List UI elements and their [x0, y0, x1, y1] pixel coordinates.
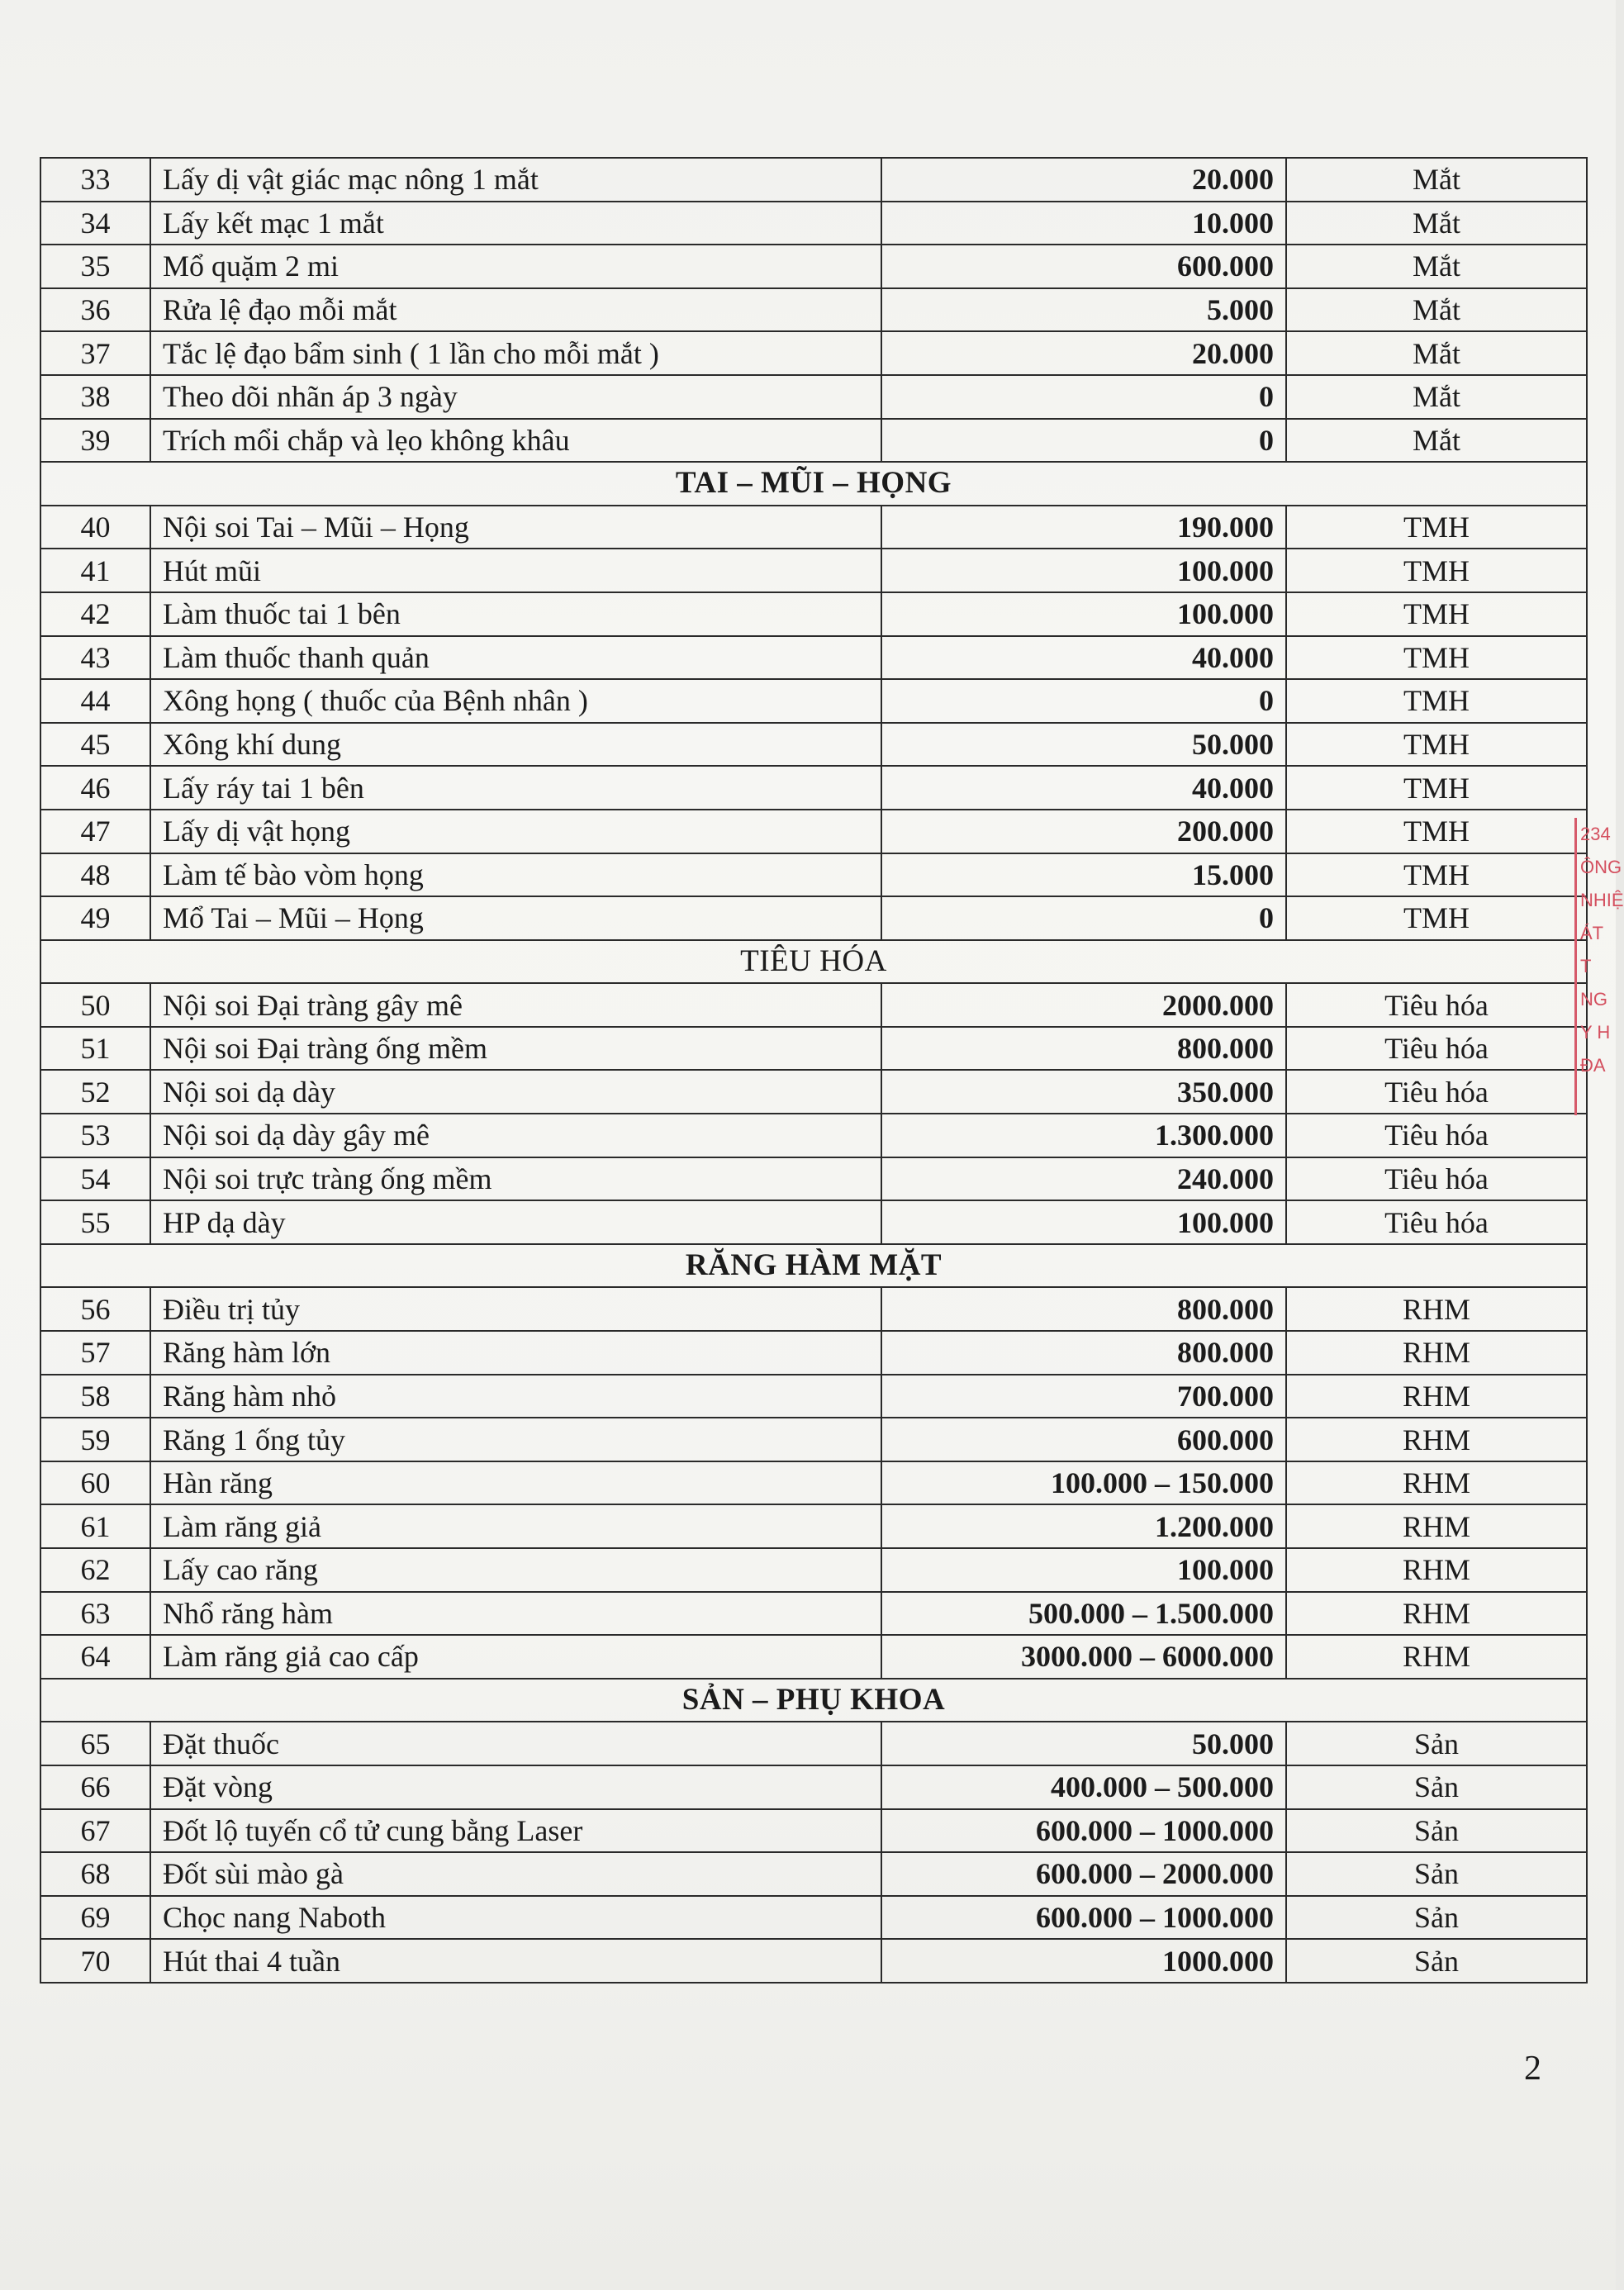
stamp-text-fragment: ĐA — [1580, 1055, 1606, 1076]
row-number: 38 — [40, 375, 150, 419]
table-row — [40, 766, 1587, 810]
service-name: Xông khí dung — [150, 723, 881, 767]
service-name: Lấy cao răng — [150, 1548, 881, 1592]
table-row — [40, 1635, 1587, 1679]
table-row — [40, 1461, 1587, 1505]
table-row — [40, 331, 1587, 375]
service-name: Mổ quặm 2 mi — [150, 245, 881, 288]
service-name: Nội soi Đại tràng ống mềm — [150, 1027, 881, 1071]
stamp-text-fragment: NHIỆ — [1580, 890, 1624, 910]
table-row — [40, 636, 1587, 680]
row-number: 69 — [40, 1896, 150, 1940]
department: TMH — [1286, 853, 1587, 897]
table-row — [40, 853, 1587, 897]
table-row — [40, 288, 1587, 332]
row-number: 49 — [40, 896, 150, 940]
table-row — [40, 202, 1587, 245]
department: Sản — [1286, 1765, 1587, 1809]
section-title: RĂNG HÀM MẶT — [40, 1244, 1587, 1288]
section-title: SẢN – PHỤ KHOA — [40, 1679, 1587, 1722]
department: TMH — [1286, 723, 1587, 767]
table-row — [40, 1418, 1587, 1461]
service-price: 0 — [881, 419, 1286, 463]
row-number: 55 — [40, 1200, 150, 1244]
page-number: 2 — [1524, 2050, 1541, 2088]
table-row — [40, 245, 1587, 288]
department: Tiêu hóa — [1286, 1200, 1587, 1244]
service-price: 350.000 — [881, 1070, 1286, 1114]
service-price: 0 — [881, 896, 1286, 940]
department: Mắt — [1286, 158, 1587, 202]
department: Tiêu hóa — [1286, 1070, 1587, 1114]
service-price: 800.000 — [881, 1287, 1286, 1331]
service-price: 0 — [881, 679, 1286, 723]
row-number: 39 — [40, 419, 150, 463]
row-number: 65 — [40, 1722, 150, 1765]
row-number: 61 — [40, 1504, 150, 1548]
department: Sản — [1286, 1852, 1587, 1896]
service-name: Trích mổi chắp và lẹo không khâu — [150, 419, 881, 463]
row-number: 63 — [40, 1592, 150, 1636]
row-number: 66 — [40, 1765, 150, 1809]
service-fee-table — [40, 157, 1588, 1984]
service-price: 600.000 – 1000.000 — [881, 1896, 1286, 1940]
service-fee-table-body — [40, 158, 1587, 1983]
department: Mắt — [1286, 245, 1587, 288]
service-name: Lấy kết mạc 1 mắt — [150, 202, 881, 245]
service-price: 15.000 — [881, 853, 1286, 897]
department: RHM — [1286, 1331, 1587, 1375]
table-row — [40, 1548, 1587, 1592]
table-row — [40, 679, 1587, 723]
service-name: Làm thuốc thanh quản — [150, 636, 881, 680]
service-price: 700.000 — [881, 1375, 1286, 1418]
department: RHM — [1286, 1548, 1587, 1592]
table-row — [40, 506, 1587, 549]
table-row — [40, 1287, 1587, 1331]
service-name: Theo dõi nhãn áp 3 ngày — [150, 375, 881, 419]
department: TMH — [1286, 766, 1587, 810]
service-name: Răng hàm lớn — [150, 1331, 881, 1375]
row-number: 50 — [40, 983, 150, 1027]
department: TMH — [1286, 810, 1587, 853]
service-price: 600.000 — [881, 245, 1286, 288]
service-price: 100.000 — [881, 1200, 1286, 1244]
service-name: Nội soi Đại tràng gây mê — [150, 983, 881, 1027]
row-number: 45 — [40, 723, 150, 767]
service-price: 50.000 — [881, 1722, 1286, 1765]
department: RHM — [1286, 1375, 1587, 1418]
section-header-row — [40, 1679, 1587, 1722]
service-price: 800.000 — [881, 1027, 1286, 1071]
department: TMH — [1286, 506, 1587, 549]
stamp-text-fragment: ÁT T — [1580, 923, 1603, 976]
service-name: Nội soi trực tràng ống mềm — [150, 1157, 881, 1201]
service-name: Tắc lệ đạo bẩm sinh ( 1 lần cho mỗi mắt ) — [150, 331, 881, 375]
row-number: 51 — [40, 1027, 150, 1071]
row-number: 58 — [40, 1375, 150, 1418]
service-price: 600.000 – 2000.000 — [881, 1852, 1286, 1896]
stamp-text-fragment: Y H — [1580, 1022, 1611, 1043]
row-number: 56 — [40, 1287, 150, 1331]
service-name: Hàn răng — [150, 1461, 881, 1505]
service-name: Răng hàm nhỏ — [150, 1375, 881, 1418]
service-name: Lấy dị vật họng — [150, 810, 881, 853]
section-header-row — [40, 1244, 1587, 1288]
service-price: 400.000 – 500.000 — [881, 1765, 1286, 1809]
table-row — [40, 419, 1587, 463]
service-price: 600.000 — [881, 1418, 1286, 1461]
row-number: 46 — [40, 766, 150, 810]
table-row — [40, 1331, 1587, 1375]
stamp-text-fragment: NG — [1580, 989, 1607, 1010]
department: RHM — [1286, 1418, 1587, 1461]
service-name: Đốt sùi mào gà — [150, 1852, 881, 1896]
row-number: 59 — [40, 1418, 150, 1461]
row-number: 48 — [40, 853, 150, 897]
table-row — [40, 158, 1587, 202]
table-row — [40, 1027, 1587, 1071]
service-price: 40.000 — [881, 766, 1286, 810]
service-name: Lấy ráy tai 1 bên — [150, 766, 881, 810]
table-row — [40, 1375, 1587, 1418]
table-row — [40, 1157, 1587, 1201]
service-price: 600.000 – 1000.000 — [881, 1809, 1286, 1853]
department: Mắt — [1286, 202, 1587, 245]
department: RHM — [1286, 1504, 1587, 1548]
row-number: 47 — [40, 810, 150, 853]
table-row — [40, 1504, 1587, 1548]
service-price: 1.300.000 — [881, 1114, 1286, 1157]
row-number: 67 — [40, 1809, 150, 1853]
service-price: 200.000 — [881, 810, 1286, 853]
row-number: 53 — [40, 1114, 150, 1157]
service-name: Làm thuốc tai 1 bên — [150, 592, 881, 636]
table-row — [40, 983, 1587, 1027]
service-name: Đốt lộ tuyến cổ tử cung bằng Laser — [150, 1809, 881, 1853]
department: Mắt — [1286, 375, 1587, 419]
department: Tiêu hóa — [1286, 1157, 1587, 1201]
service-price: 240.000 — [881, 1157, 1286, 1201]
stamp-text-fragment: ÔNG — [1580, 857, 1622, 877]
row-number: 70 — [40, 1939, 150, 1983]
service-price: 100.000 — [881, 1548, 1286, 1592]
service-name: Lấy dị vật giác mạc nông 1 mắt — [150, 158, 881, 202]
table-row — [40, 592, 1587, 636]
row-number: 60 — [40, 1461, 150, 1505]
department: RHM — [1286, 1592, 1587, 1636]
service-name: Răng 1 ống tủy — [150, 1418, 881, 1461]
department: Sản — [1286, 1809, 1587, 1853]
department: TMH — [1286, 896, 1587, 940]
service-price: 10.000 — [881, 202, 1286, 245]
row-number: 54 — [40, 1157, 150, 1201]
table-row — [40, 549, 1587, 592]
department: Mắt — [1286, 419, 1587, 463]
section-title: TIÊU HÓA — [40, 940, 1587, 984]
department: RHM — [1286, 1287, 1587, 1331]
section-header-row — [40, 462, 1587, 506]
service-price: 190.000 — [881, 506, 1286, 549]
service-price: 100.000 – 150.000 — [881, 1461, 1286, 1505]
table-row — [40, 1722, 1587, 1765]
department: TMH — [1286, 679, 1587, 723]
department: Mắt — [1286, 331, 1587, 375]
row-number: 36 — [40, 288, 150, 332]
table-row — [40, 1200, 1587, 1244]
department: TMH — [1286, 592, 1587, 636]
service-name: Nhổ răng hàm — [150, 1592, 881, 1636]
row-number: 52 — [40, 1070, 150, 1114]
department: Mắt — [1286, 288, 1587, 332]
table-row — [40, 1896, 1587, 1940]
department: Tiêu hóa — [1286, 983, 1587, 1027]
row-number: 41 — [40, 549, 150, 592]
service-name: Hút mũi — [150, 549, 881, 592]
department: RHM — [1286, 1461, 1587, 1505]
department: Tiêu hóa — [1286, 1027, 1587, 1071]
table-row — [40, 1852, 1587, 1896]
service-price: 20.000 — [881, 158, 1286, 202]
service-name: Rửa lệ đạo mỗi mắt — [150, 288, 881, 332]
service-name: Đặt vòng — [150, 1765, 881, 1809]
service-name: Nội soi dạ dày — [150, 1070, 881, 1114]
service-name: Làm răng giả — [150, 1504, 881, 1548]
row-number: 43 — [40, 636, 150, 680]
table-row — [40, 1592, 1587, 1636]
service-price: 500.000 – 1.500.000 — [881, 1592, 1286, 1636]
department: Sản — [1286, 1722, 1587, 1765]
row-number: 34 — [40, 202, 150, 245]
section-header-row — [40, 940, 1587, 984]
table-row — [40, 1114, 1587, 1157]
service-price: 5.000 — [881, 288, 1286, 332]
service-name: Đặt thuốc — [150, 1722, 881, 1765]
row-number: 33 — [40, 158, 150, 202]
row-number: 42 — [40, 592, 150, 636]
department: Sản — [1286, 1896, 1587, 1940]
table-row — [40, 723, 1587, 767]
department: TMH — [1286, 549, 1587, 592]
service-name: Điều trị tủy — [150, 1287, 881, 1331]
section-title: TAI – MŨI – HỌNG — [40, 462, 1587, 506]
service-name: Làm răng giả cao cấp — [150, 1635, 881, 1679]
table-row — [40, 1765, 1587, 1809]
service-price: 0 — [881, 375, 1286, 419]
department: RHM — [1286, 1635, 1587, 1679]
service-name: Xông họng ( thuốc của Bệnh nhân ) — [150, 679, 881, 723]
service-price: 100.000 — [881, 549, 1286, 592]
service-name: HP dạ dày — [150, 1200, 881, 1244]
row-number: 40 — [40, 506, 150, 549]
service-price: 100.000 — [881, 592, 1286, 636]
service-name: Nội soi dạ dày gây mê — [150, 1114, 881, 1157]
service-price: 1000.000 — [881, 1939, 1286, 1983]
service-name: Làm tế bào vòm họng — [150, 853, 881, 897]
row-number: 62 — [40, 1548, 150, 1592]
row-number: 68 — [40, 1852, 150, 1896]
service-price: 2000.000 — [881, 983, 1286, 1027]
department: Sản — [1286, 1939, 1587, 1983]
row-number: 64 — [40, 1635, 150, 1679]
service-price: 800.000 — [881, 1331, 1286, 1375]
service-price: 40.000 — [881, 636, 1286, 680]
row-number: 37 — [40, 331, 150, 375]
row-number: 44 — [40, 679, 150, 723]
table-row — [40, 375, 1587, 419]
service-name: Hút thai 4 tuần — [150, 1939, 881, 1983]
department: Tiêu hóa — [1286, 1114, 1587, 1157]
service-price: 1.200.000 — [881, 1504, 1286, 1548]
service-price: 50.000 — [881, 723, 1286, 767]
service-name: Nội soi Tai – Mũi – Họng — [150, 506, 881, 549]
department: TMH — [1286, 636, 1587, 680]
table-row — [40, 810, 1587, 853]
table-row — [40, 1070, 1587, 1114]
service-price: 3000.000 – 6000.000 — [881, 1635, 1286, 1679]
table-row — [40, 896, 1587, 940]
table-row — [40, 1809, 1587, 1853]
red-seal-stamp — [1574, 818, 1624, 1115]
stamp-text-fragment: 234 — [1580, 824, 1611, 844]
table-row — [40, 1939, 1587, 1983]
row-number: 57 — [40, 1331, 150, 1375]
service-name: Mổ Tai – Mũi – Họng — [150, 896, 881, 940]
row-number: 35 — [40, 245, 150, 288]
service-name: Chọc nang Naboth — [150, 1896, 881, 1940]
service-price: 20.000 — [881, 331, 1286, 375]
